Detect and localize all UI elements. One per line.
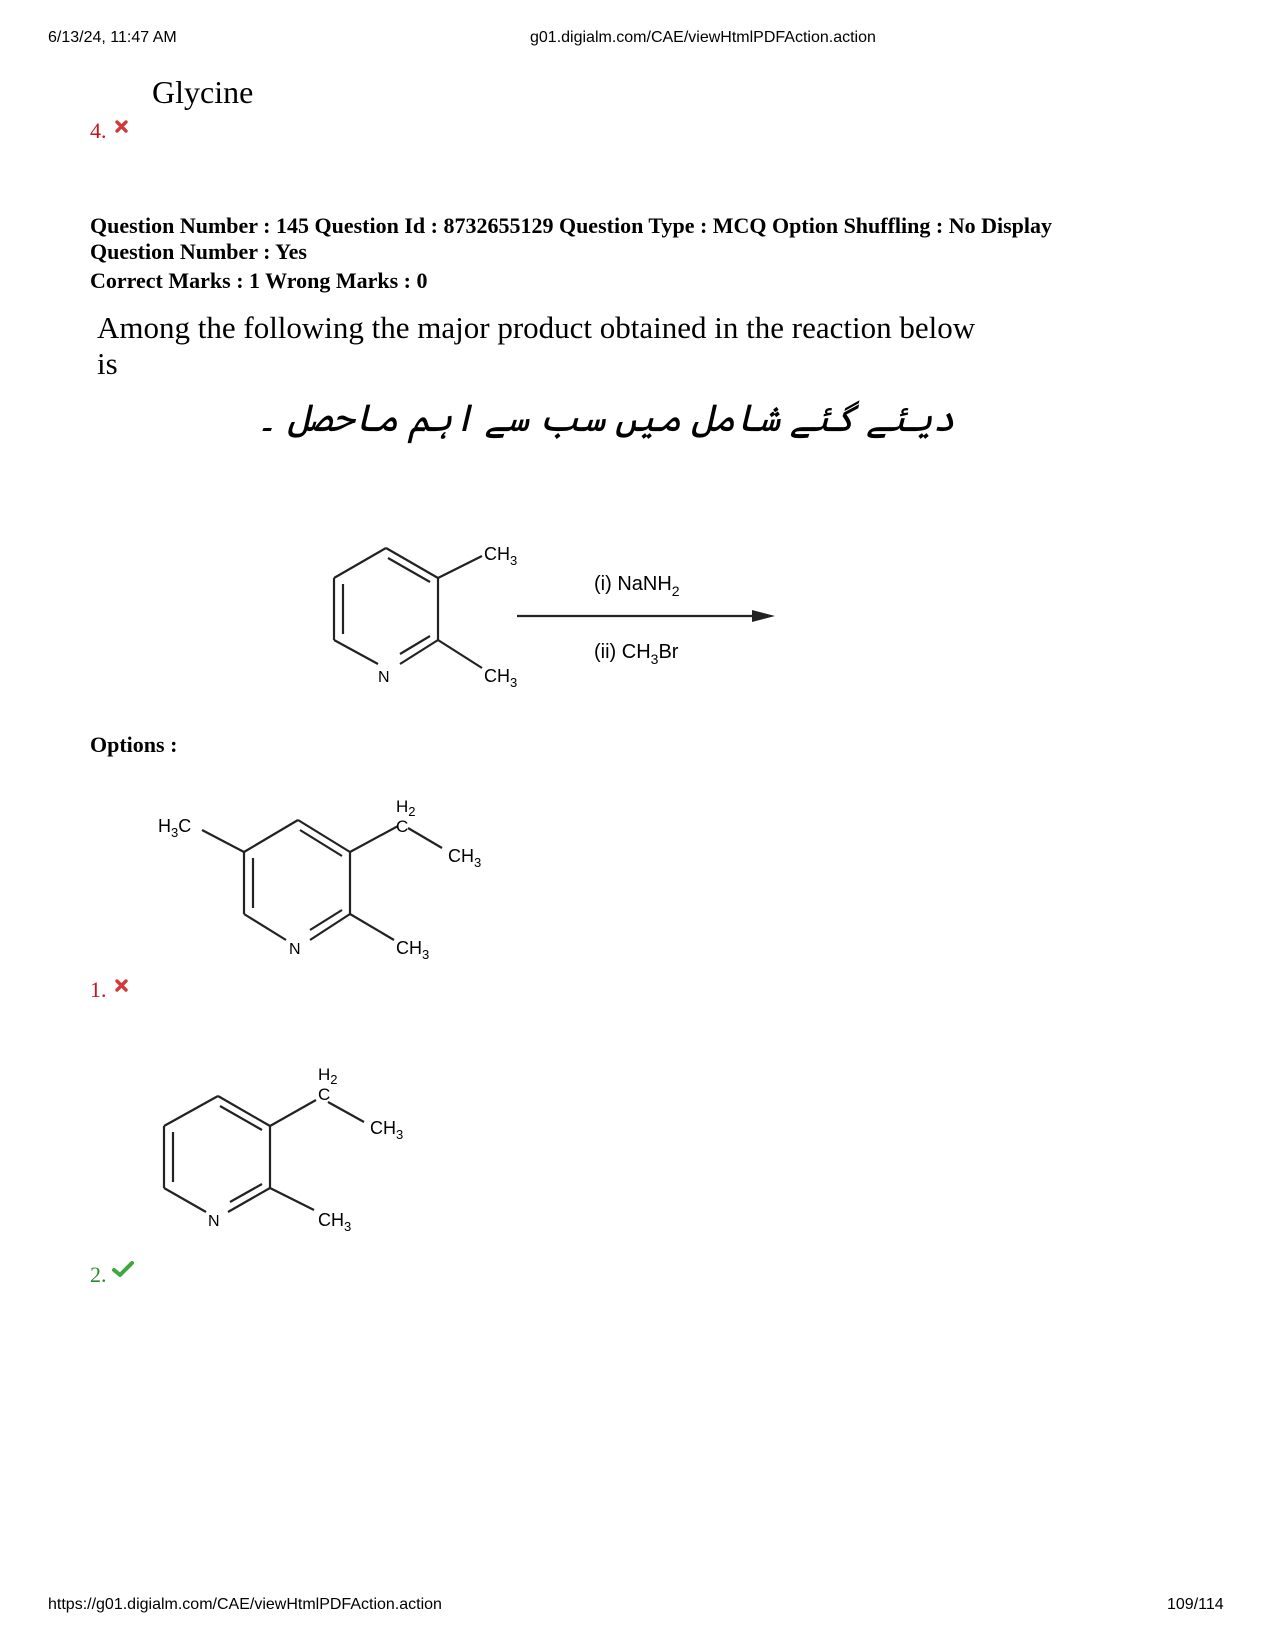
reaction-scheme: [320, 530, 800, 705]
options-label: Options :: [90, 732, 178, 757]
option-2-h2-label: $H_2$: [318, 1065, 338, 1087]
reaction-ch3-top: $CH_3$: [484, 544, 518, 568]
reaction-n-label: N: [378, 669, 390, 686]
previous-option-text: Glycine: [152, 74, 254, 110]
option-1-h3c-label: $H_3C$: [158, 816, 192, 840]
question-text-line1: Among the following the major product obtained in the reaction below: [97, 310, 976, 345]
footer-url: https://g01.digialm.com/CAE/viewHtmlPDFAction.action: [48, 1596, 442, 1613]
option-2-ch3-methyl: $CH_3$: [318, 1210, 352, 1234]
option-1-structure: [150, 790, 510, 975]
option-2-number: 2.: [90, 1262, 107, 1287]
option-1-h2-label: $H_2$: [396, 797, 416, 819]
option-2-c-label: C: [318, 1085, 331, 1104]
option-1-svg: [150, 790, 510, 970]
question-text: [97, 310, 1097, 382]
previous-option-number: 4.: [90, 118, 107, 143]
print-url: g01.digialm.com/CAE/viewHtmlPDFAction.action: [530, 29, 876, 46]
option-1-c-label: C: [396, 817, 409, 836]
reagent-2: (ii) $CH_3Br$: [594, 641, 679, 667]
option-2-svg: [150, 1060, 450, 1240]
page-number: 109/114: [1167, 1596, 1224, 1613]
option-2-ch3-ethyl: $CH_3$: [370, 1118, 404, 1142]
question-meta-line1: Question Number : 145 Question Id : 8732655129 Question Type : MCQ Option Shuffling : No Display: [90, 213, 1053, 238]
check-icon: [112, 1260, 134, 1283]
question-meta-line2: Question Number : Yes: [90, 239, 307, 264]
question-marks: Correct Marks : 1 Wrong Marks : 0: [90, 268, 428, 293]
option-1-ch3-methyl: $CH_3$: [396, 938, 430, 962]
urdu-question-text: دیئے گئے شامل میں سب سے اہم ماحصل ۔: [255, 398, 955, 440]
option-1-n-label: N: [289, 941, 301, 958]
option-1-ch3-ethyl: $CH_3$: [448, 846, 482, 870]
question-meta: [90, 213, 1200, 265]
option-1-number: 1.: [90, 977, 107, 1002]
reaction-ch3-bottom: $CH_3$: [484, 666, 518, 690]
cross-icon: [114, 118, 130, 139]
option-2-structure: [150, 1060, 450, 1245]
question-text-line2: is: [97, 346, 118, 381]
option-2-n-label: N: [208, 1213, 220, 1230]
cross-icon: [114, 977, 130, 998]
print-datetime: 6/13/24, 11:47 AM: [48, 29, 177, 46]
reaction-svg: [320, 530, 800, 700]
reagent-1: (i) NaNH$_2$: [594, 573, 680, 599]
